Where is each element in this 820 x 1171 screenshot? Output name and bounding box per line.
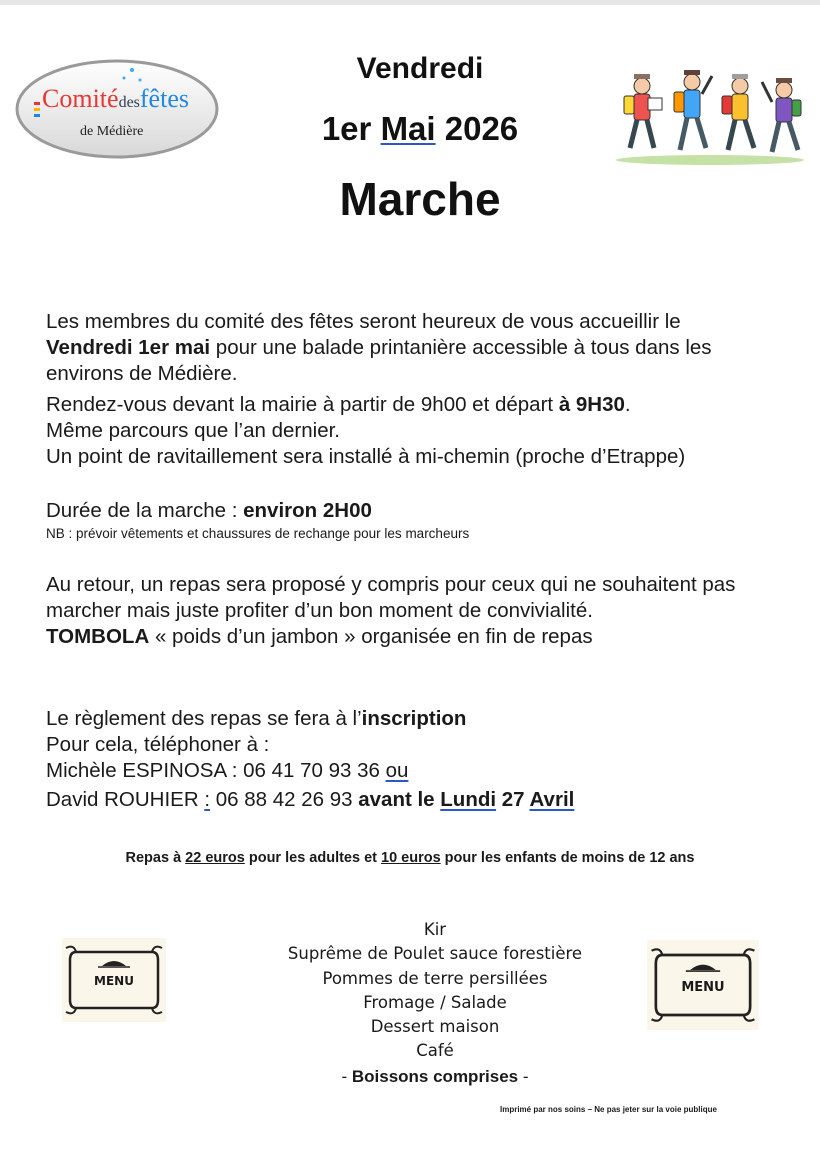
intro-line-2-rest: pour une balade printanière accessible à tous dans les	[210, 336, 712, 359]
child-price: 10 euros	[381, 850, 441, 866]
meeting-end: .	[624, 393, 631, 416]
menu-label: MENU	[94, 974, 134, 988]
date-month: Mai	[380, 110, 436, 147]
registration-line-1	[46, 706, 466, 732]
duration-line	[46, 498, 372, 524]
intro-date-bold: Vendredi 1er mai	[46, 336, 211, 359]
intro-line-1: Les membres du comité des fêtes seront heureux de vous accueillir le	[46, 310, 681, 333]
meeting-text: Rendez-vous devant la mairie à partir de 9h00 et départ	[46, 393, 559, 416]
event-day: Vendredi	[356, 52, 484, 85]
date-prefix: 1er	[321, 110, 372, 147]
deadline	[358, 788, 574, 811]
duration-value: environ 2H00	[243, 499, 372, 522]
registration-bold: inscription	[361, 707, 467, 730]
contact-2	[46, 787, 574, 813]
duration-label: Durée de la marche :	[46, 499, 244, 522]
drinks-line	[25, 1065, 820, 1089]
logo-subtitle: de Médière	[80, 124, 144, 139]
date-year: 2026	[444, 110, 519, 147]
logo-word-des: des	[118, 94, 140, 111]
contact-1-text: Michèle ESPINOSA : 06 41 70 93 36	[46, 759, 386, 782]
intro-line-3: environs de Médière.	[46, 362, 238, 385]
footer-note: Imprimé par nos soins – Ne pas jeter sur la voie publique	[500, 1105, 717, 1114]
menu-item: Kir	[423, 920, 447, 939]
menu-item: Café	[416, 1041, 454, 1061]
prices-line	[0, 850, 820, 866]
deadline-month: Avril	[529, 788, 575, 811]
intro-line-4	[46, 392, 631, 418]
tombola-text: « poids d’un jambon » organisée en fin de repas	[149, 625, 593, 648]
menu-item: Pommes de terre persillées	[322, 968, 548, 988]
prices-text-c: pour les enfants de moins de 12 ans	[440, 850, 695, 866]
registration-text: Le règlement des repas se fera à l’	[46, 707, 362, 730]
prices-text-b: pour les adultes et	[244, 850, 381, 866]
hikers-illustration	[612, 62, 808, 166]
menu-item: Dessert maison	[370, 1017, 500, 1037]
duration-note: NB : prévoir vêtements et chaussures de rechange pour les marcheurs	[46, 526, 470, 541]
departure-time: à 9H30	[558, 393, 625, 416]
event-title: Marche	[339, 173, 501, 225]
prices-text-a: Repas à	[125, 850, 186, 866]
menu-item: Fromage / Salade	[363, 992, 507, 1012]
menu-label: MENU	[681, 980, 725, 995]
menu-item: Suprême de Poulet sauce forestière	[287, 944, 583, 964]
intro-line-2	[46, 335, 712, 361]
contact-or: ou	[385, 759, 409, 782]
contact-2-name: David ROUHIER	[46, 788, 205, 811]
registration-line-2: Pour cela, téléphoner à :	[46, 733, 270, 756]
drinks-pre: -	[341, 1066, 352, 1086]
intro-line-5: Même parcours que l’an dernier.	[46, 419, 340, 442]
event-date	[250, 110, 590, 148]
deadline-date: 27	[496, 788, 530, 811]
tombola-label: TOMBOLA	[46, 625, 150, 648]
meal-line-2: marcher mais juste profiter d’un bon moment de convivialité.	[46, 599, 593, 622]
logo-word-comite: Comité	[42, 84, 119, 113]
top-border	[0, 0, 820, 5]
adult-price: 22 euros	[185, 850, 245, 866]
logo-title	[42, 84, 189, 114]
contact-1	[46, 758, 408, 784]
deadline-day: Lundi	[440, 788, 497, 811]
menu-badge-left	[62, 938, 166, 1022]
contact-2-colon: :	[204, 788, 211, 811]
contact-2-phone: 06 88 42 26 93	[210, 788, 359, 811]
intro-line-6: Un point de ravitaillement sera installé à mi-chemin (proche d’Etrappe)	[46, 445, 686, 468]
logo-word-fetes: fêtes	[139, 84, 189, 113]
drinks-post: -	[518, 1066, 529, 1086]
menu-badge-right	[646, 940, 760, 1030]
meal-line-1: Au retour, un repas sera proposé y compris pour ceux qui ne souhaitent pas	[46, 573, 736, 596]
comite-logo	[14, 58, 220, 160]
drinks-bold: Boissons comprises	[351, 1066, 519, 1086]
tombola-line	[46, 624, 593, 650]
deadline-prefix: avant le	[358, 788, 441, 811]
